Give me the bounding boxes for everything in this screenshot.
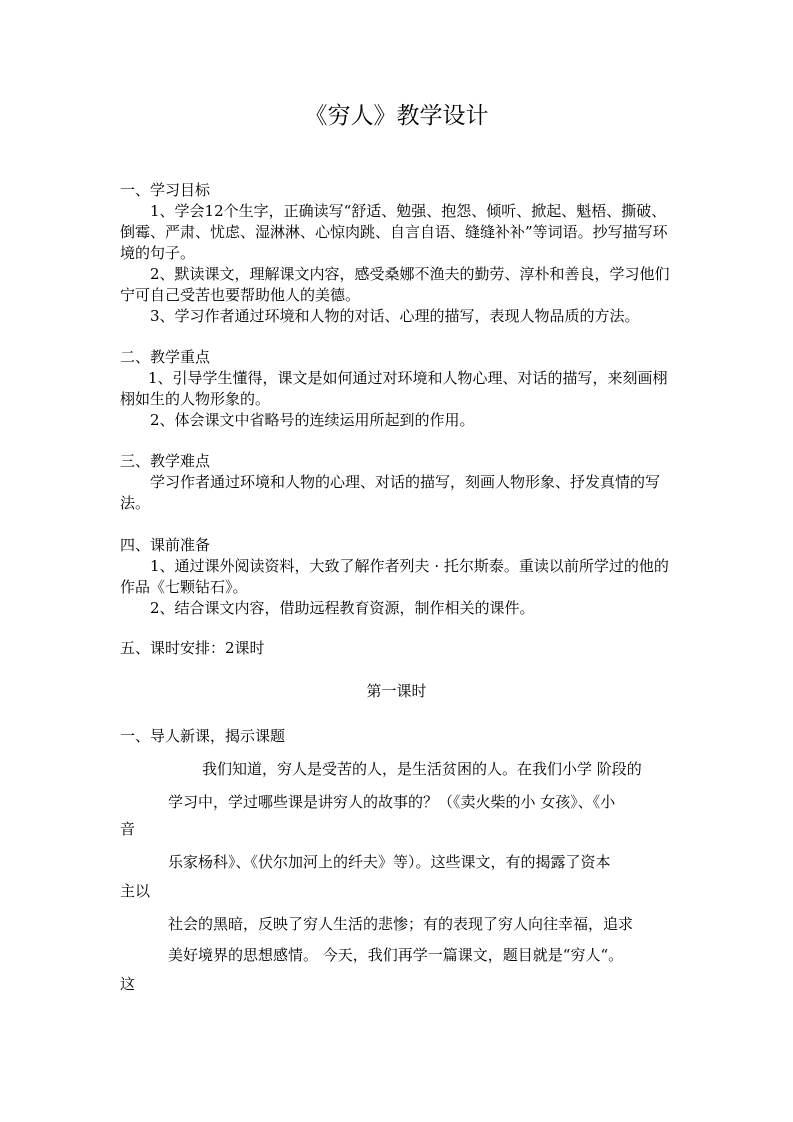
paragraph: 2、体会课文中省略号的连续运用所起到的作用。 xyxy=(150,411,475,429)
body-line: 我们知道，穷人是受苦的人，是生活贫困的人。在我们小学 阶段的 xyxy=(202,760,642,778)
lesson-body-line xyxy=(120,792,680,813)
paragraph: 2、默读课文，理解课文内容，感受桑娜不渔夫的勤劳、淳朴和善良，学习他们宁可自己受苦也要帮助他人的美德。 xyxy=(120,265,670,304)
paragraph: 1、通过课外阅读资料，大致了解作者列夫 · 托尔斯泰。重读以前所学过的他的作品《七颗钻石》。 xyxy=(120,557,669,596)
lesson-body-line xyxy=(120,945,680,966)
body-line: 乐家杨科》、《伏尔加河上的纤夫》等）。这些课文，有的揭露了资本 xyxy=(168,853,611,871)
section-heading: 三、教学难点 xyxy=(120,452,211,470)
lesson-body-line xyxy=(120,759,680,780)
lesson-heading: 第一课时 xyxy=(366,682,427,700)
lesson-body-line xyxy=(120,819,680,840)
section-heading: 五、课时安排：2课时 xyxy=(120,639,265,657)
body-line: 音 xyxy=(120,820,136,838)
paragraph: 1、学会12个生字，正确读写“舒适、勉强、抱怨、倾听、掀起、魁梧、撕破、倒霉、严肃、忧虑、湿淋淋、心惊肉跳、自言自语、缝缝补补”等词语。抄写描写环境的句子。 xyxy=(120,202,668,262)
body-line: 社会的黑暗，反映了穷人生活的悲惨；有的表现了穷人向往幸福，追求 xyxy=(168,915,634,933)
lesson-body-line xyxy=(120,914,680,935)
subheading-text: 一、导人新课，揭示课题 xyxy=(120,727,286,745)
document-title: 《穷人》教学设计 xyxy=(304,103,489,129)
section-preparation xyxy=(120,535,680,619)
lesson-body-line xyxy=(120,881,680,902)
section-teaching-focus xyxy=(120,347,680,431)
paragraph: 2、结合课文内容，借助远程教育资源，制作相关的课件。 xyxy=(150,599,535,617)
section-teaching-difficulty xyxy=(120,451,680,514)
section-learning-goals xyxy=(120,180,680,327)
section-heading: 一、学习目标 xyxy=(120,181,211,199)
section-schedule xyxy=(120,638,680,659)
body-line: 这 xyxy=(120,975,136,993)
body-line: 主以 xyxy=(120,882,151,900)
lesson-body-line xyxy=(120,974,680,995)
lesson-body-line xyxy=(120,852,680,873)
lesson-subheading xyxy=(120,726,680,747)
paragraph: 学习作者通过环境和人物的心理、对话的描写，刻画人物形象、抒发真情的写法。 xyxy=(120,473,661,512)
body-line: 美好境界的思想感情。 今天，我们再学一篇课文，题目就是“穷人“。 xyxy=(168,946,624,964)
section-heading: 四、课前准备 xyxy=(120,536,211,554)
paragraph: 3、学习作者通过环境和人物的对话、心理的描写，表现人物品质的方法。 xyxy=(150,307,640,325)
body-line: 学习中，学过哪些课是讲穷人的故事的？（《卖火柴的小 女孩》、《小 xyxy=(168,793,616,811)
section-heading: 二、教学重点 xyxy=(120,348,211,366)
paragraph: 1、引导学生懂得，课文是如何通过对环境和人物心理、对话的描写，来刻画栩栩如生的人物形象的。 xyxy=(120,369,668,408)
